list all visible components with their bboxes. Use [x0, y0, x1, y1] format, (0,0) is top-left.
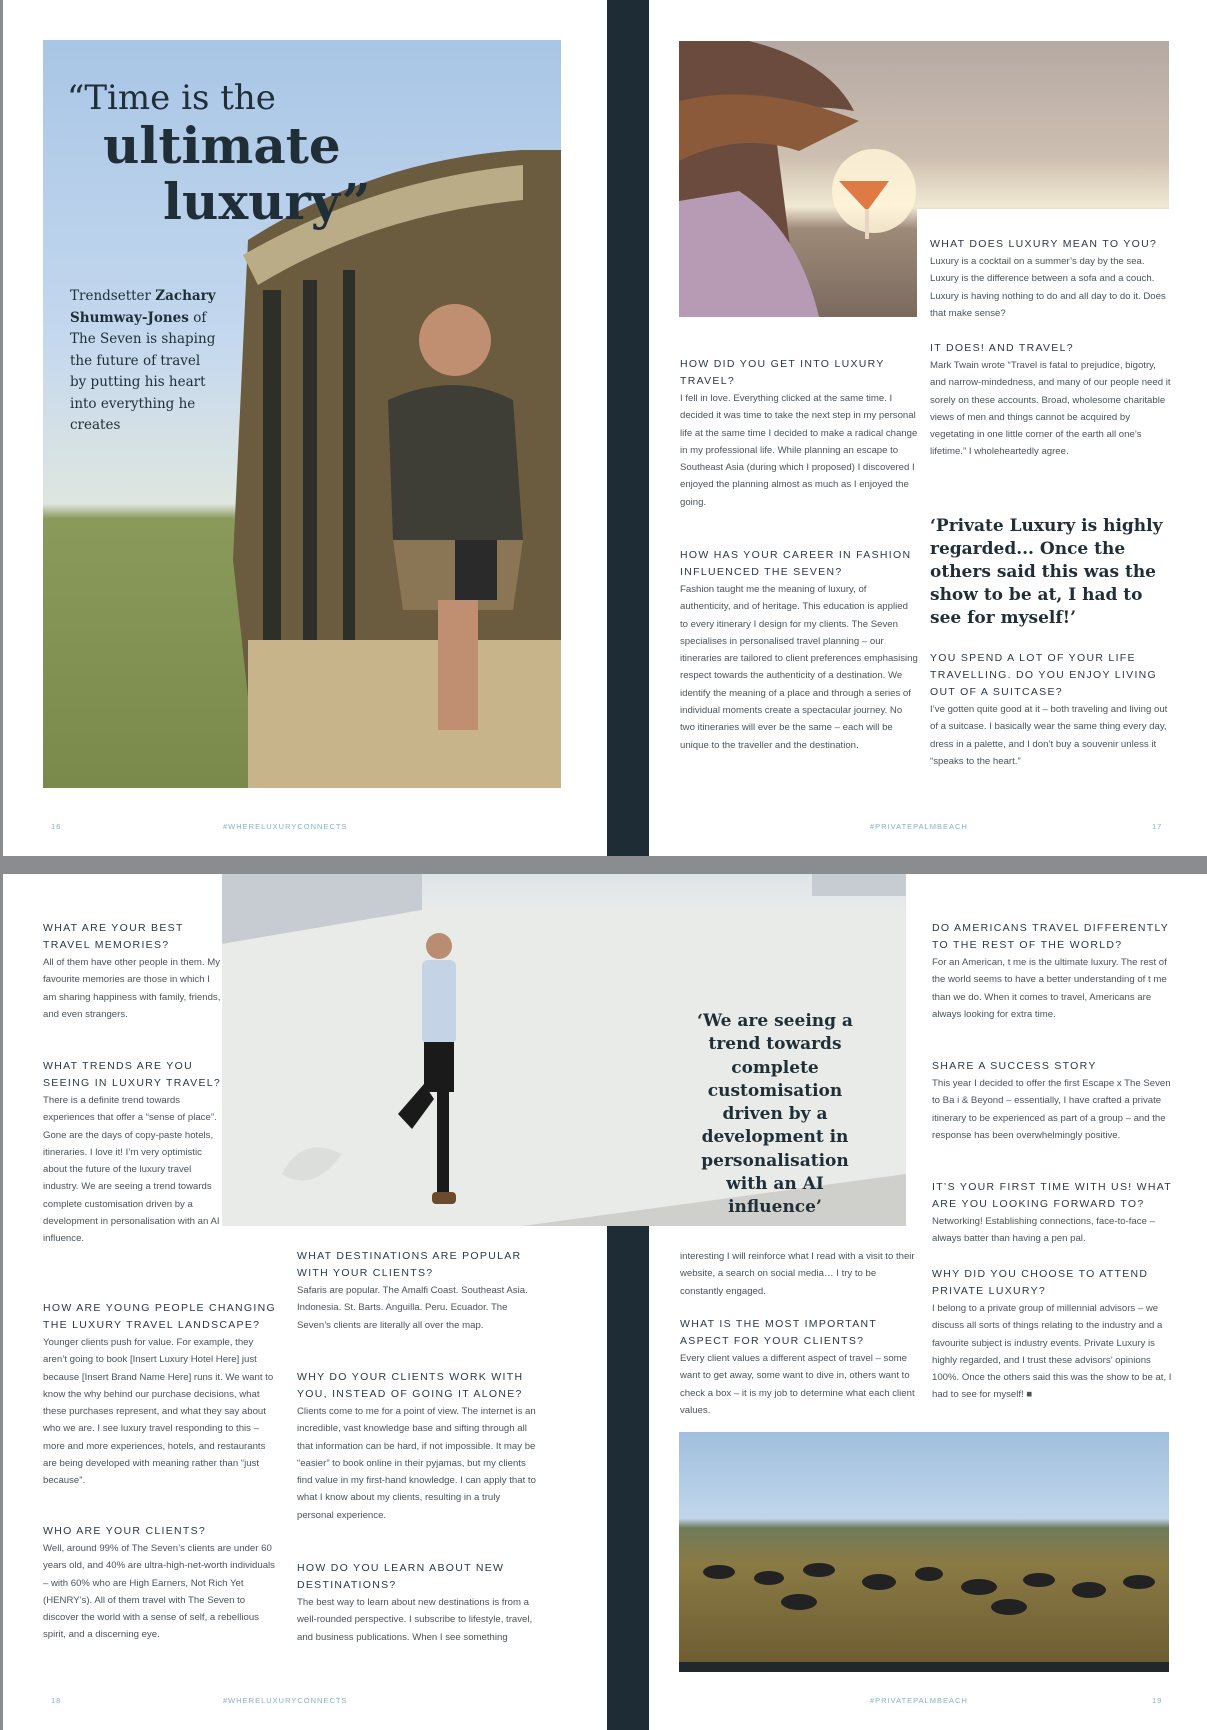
qa-block-8	[680, 1316, 918, 1419]
intro-name: Zachary Shumway-Jones	[70, 288, 216, 326]
hashtag: #WHERELUXURYCONNECTS	[223, 1696, 348, 1705]
page-16	[3, 0, 607, 856]
qa-block-11	[932, 1179, 1176, 1248]
qa-block-4	[930, 340, 1172, 461]
intro-mid: of The Seven	[70, 309, 207, 347]
hashtag: #PRIVATEPALMBEACH	[870, 1696, 968, 1705]
page-17	[649, 0, 1207, 856]
intro-text	[70, 286, 220, 437]
question-10: SHARE A SUCCESS STORY	[932, 1060, 1097, 1072]
hashtag: #WHERELUXURYCONNECTS	[223, 822, 348, 831]
hashtag: #PRIVATEPALMBEACH	[870, 822, 968, 831]
question-12: WHY DID YOU CHOOSE TO ATTEND PRIVATE LUXURY?	[932, 1268, 1149, 1297]
headline-line-1: “Time is the	[67, 78, 276, 118]
answer-3: Luxury is a cocktail on a summer’s day by the sea. Luxury is the difference between a sofa and a couch. Luxury is having nothing to do and all day to do it. Does that make sense?	[930, 256, 1166, 319]
spine	[607, 0, 649, 856]
qa-block-10	[932, 1058, 1176, 1144]
page-number: 17	[1152, 822, 1163, 831]
answer-8: Every client values a different aspect of travel – some want to get away, some want to dive in, others want to check a box – it is my job to determine what each client values.	[680, 1353, 915, 1416]
headline	[67, 78, 371, 231]
question-6: WHY DO YOUR CLIENTS WORK WITH YOU, INSTEAD OF GOING IT ALONE?	[297, 1371, 524, 1400]
qa-block-9	[932, 920, 1176, 1023]
answer-1: I fell in love. Everything clicked at the same time. I decided it was time to take the next step in my personal life at the same time I decided to make a radical change in my professional life. While planning an escape to Southeast Asia (during which I proposed) I discovered I enjoyed the planning almost as much as I enjoyed the going.	[680, 393, 918, 508]
answer-9: For an American, t me is the ultimate luxury. The rest of the world seems to have a better understanding of t me than we do. When it comes to travel, Americans are always looking for extra time.	[932, 957, 1167, 1020]
page-number: 19	[1152, 1696, 1163, 1705]
question-3: HOW ARE YOUNG PEOPLE CHANGING THE LUXURY TRAVEL LANDSCAPE?	[43, 1302, 276, 1331]
page-number: 16	[51, 822, 62, 831]
question-1: WHAT ARE YOUR BEST TRAVEL MEMORIES?	[43, 922, 184, 951]
question-5: WHAT DESTINATIONS ARE POPULAR WITH YOUR CLIENTS?	[297, 1250, 522, 1279]
qa-block-4	[43, 1523, 279, 1644]
answer-4: Well, around 99% of The Seven’s clients are under 60 years old, and 40% are ultra-high-net-worth individuals – with 60% who are High Earners, Not Rich Yet (HENRY’s). All of them travel with The Seven to discover the world with a sense of self, a rebellious spirit, and a discerning eye.	[43, 1543, 275, 1641]
question-9: DO AMERICANS TRAVEL DIFFERENTLY TO THE REST OF THE WORLD?	[932, 922, 1169, 951]
answer-10: This year I decided to offer the first Escape x The Seven to Ba i & Beyond – essentially, I have crafted a private itinerary to be experienced as part of a group – and the response has been overwhelmingly positive.	[932, 1078, 1171, 1141]
question-1: HOW DID YOU GET INTO LUXURY TRAVEL?	[680, 358, 885, 387]
answer-2: Fashion taught me the meaning of luxury, of authenticity, and of heritage. This education is applied to every itinerary I design for my clients. The Seven specialises in personalised travel planning – our itineraries are tailored to client preferences emphasising respect towards the authenticity of a destination. We identify the meaning of a place and through a series of individual moments create a spectacular journey. No two itineraries will ever be the same – each will be unique to the traveller and the destination.	[680, 584, 918, 751]
answer-7-continued-block	[680, 1248, 918, 1300]
qa-block-5	[930, 650, 1175, 770]
qa-block-6	[297, 1369, 537, 1524]
pull-quote: ‘Private Luxury is highly regarded... Once the others said this was the show to be at, I had to see for myself!’	[930, 516, 1163, 628]
question-2: WHAT TRENDS ARE YOU SEEING IN LUXURY TRAVEL?	[43, 1060, 222, 1089]
answer-2: There is a definite trend towards experiences that offer a “sense of place”. Gone are the days of copy-paste hotels, itineraries. I love it! I’m very optimistic about the future of the luxury travel industry. We are seeing a trend towards complete customisation driven by a development in personalisation with an AI influence.	[43, 1095, 220, 1245]
question-4: WHO ARE YOUR CLIENTS?	[43, 1525, 207, 1537]
pull-quote: ‘We are seeing a trend towards complete customisation driven by a development in personalisation with an AI influence’	[697, 1011, 853, 1218]
headline-line-3: luxury”	[163, 172, 371, 231]
qa-block-1	[680, 356, 918, 511]
answer-4: Mark Twain wrote “Travel is fatal to prejudice, bigotry, and narrow-mindedness, and many of our people need it sorely on these accounts. Broad, wholesome charitable views of men and things cannot be acquired by vegetating in one little corner of the earth all one’s lifetime.” I wholeheartedly agree.	[930, 360, 1171, 458]
answer-6: Clients come to me for a point of view. The internet is an incredible, vast knowledge base and sifting through all that information can be hard, if not impossible. It may be “easier” to book online in their pyjamas, but my clients find value in my first-hand knowledge. I can apply that to what I know about my clients, resulting in a truly personal experience.	[297, 1406, 536, 1521]
question-3: WHAT DOES LUXURY MEAN TO YOU?	[930, 238, 1158, 250]
qa-block-2	[43, 1058, 223, 1248]
answer-5: I’ve gotten quite good at it – both traveling and living out of a suitcase. I basically wear the same thing every day, dress in a palette, and I don’t buy a souvenir unless it “speaks to the heart.”	[930, 704, 1168, 767]
qa-block-2	[680, 547, 918, 754]
qa-block-1	[43, 920, 223, 1023]
answer-3: Younger clients push for value. For example, they aren’t going to book [Insert Luxury Hotel Here] just because [Insert Brand Name Here] runs it. We want to know the why behind our purchase decisions, what these purchases represent, and what they say about who we are. I see luxury travel responding to this – more and more experiences, hotels, and restaurants are being developed with meaning rather than “just because”.	[43, 1337, 274, 1487]
qa-block-7	[297, 1560, 537, 1646]
answer-7-continued: interesting I will reinforce what I read with a visit to their website, a search on social media… I try to be constantly engaged.	[680, 1251, 915, 1297]
headline-line-2: ultimate	[103, 116, 341, 175]
qa-block-12	[932, 1266, 1176, 1404]
answer-12: I belong to a private group of millennial advisors – we discuss all sorts of things relating to the industry and a favourite subject is industry events. Private Luxury is highly regarded, and I trust these advisors’ opinions 100%. Once the others said this was the show to be at, I had to see for myself! ■	[932, 1303, 1172, 1401]
question-4: IT DOES! AND TRAVEL?	[930, 342, 1074, 354]
qa-block-5	[297, 1248, 537, 1334]
intro-prefix: Trendsetter	[70, 288, 151, 304]
safari-vehicle-photo	[43, 40, 561, 788]
intro-rest: is shaping the future of travel by putting his heart into everything he creates	[70, 331, 216, 433]
question-11: IT’S YOUR FIRST TIME WITH US! WHAT ARE YOU LOOKING FORWARD TO?	[932, 1181, 1172, 1210]
zebra-savanna-photo	[679, 1432, 1169, 1672]
answer-7: The best way to learn about new destinations is from a well-rounded perspective. I subscribe to lifestyle, travel, and business publications. When I see something	[297, 1597, 533, 1643]
question-7: HOW DO YOU LEARN ABOUT NEW DESTINATIONS?	[297, 1562, 505, 1591]
answer-1: All of them have other people in them. My favourite memories are those in which I am sharing happiness with family, friends, and even strangers.	[43, 957, 221, 1020]
answer-11: Networking! Establishing connections, face-to-face – always batter than having a pen pal.	[932, 1216, 1155, 1245]
man-against-white-wall-photo	[222, 874, 906, 1226]
page-number: 18	[51, 1696, 62, 1705]
answer-5: Safaris are popular. The Amalfi Coast. Southeast Asia. Indonesia. St. Barts. Anguilla. Peru. Ecuador. The Seven’s clients are literally all over the map.	[297, 1285, 528, 1331]
question-8: WHAT IS THE MOST IMPORTANT ASPECT FOR YOUR CLIENTS?	[680, 1318, 877, 1347]
qa-block-3	[930, 236, 1172, 322]
question-5: YOU SPEND A LOT OF YOUR LIFE TRAVELLING. DO YOU ENJOY LIVING OUT OF A SUITCASE?	[930, 652, 1158, 698]
question-2: HOW HAS YOUR CAREER IN FASHION INFLUENCED THE SEVEN?	[680, 549, 912, 578]
qa-block-3	[43, 1300, 279, 1490]
